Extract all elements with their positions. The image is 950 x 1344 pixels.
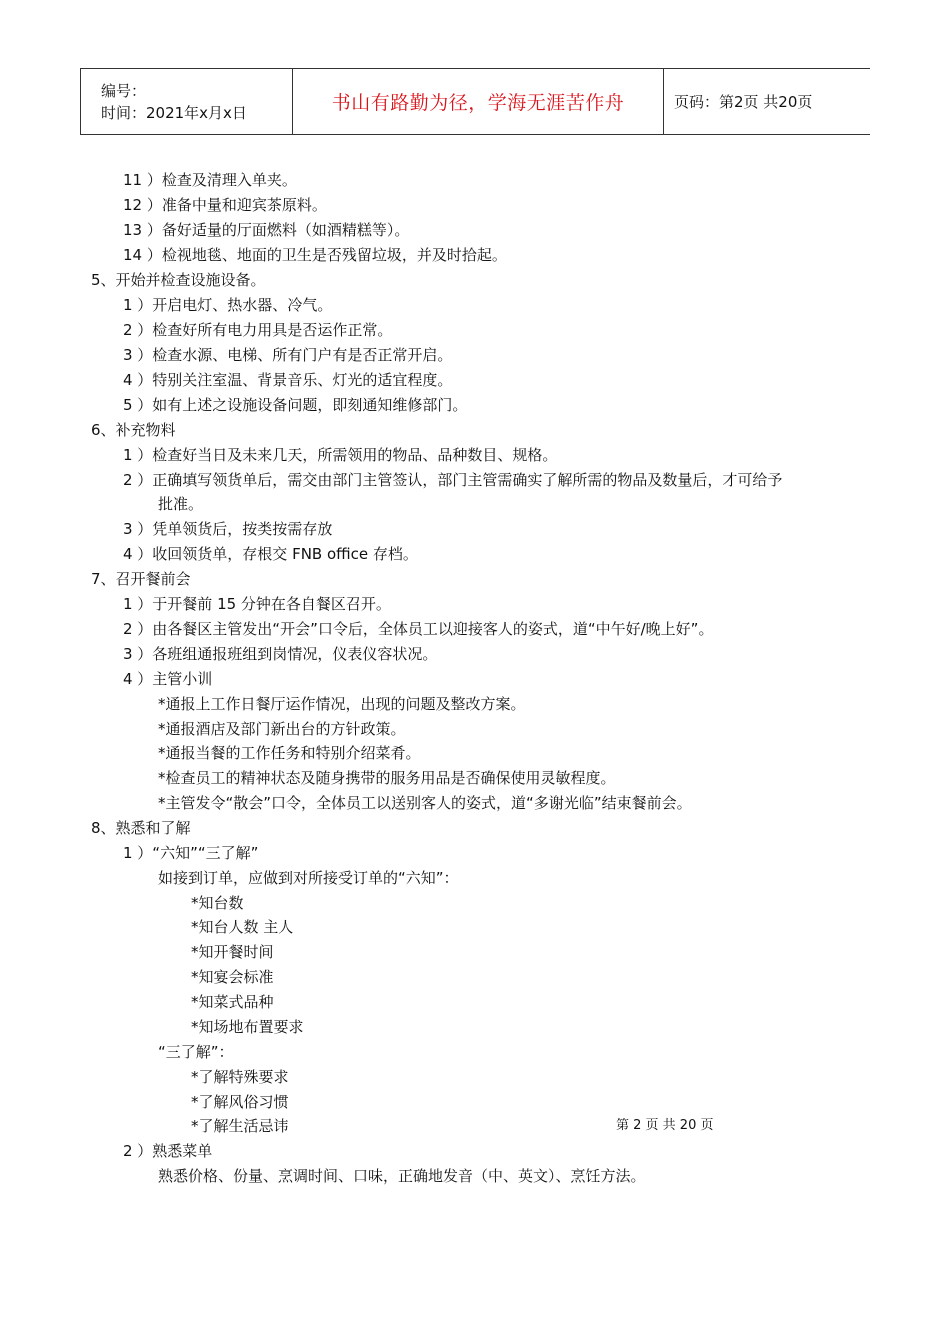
section-heading: 8、熟悉和了解 (91, 819, 191, 837)
list-item: 3 ）各班组通报班组到岗情况，仪表仪容状况。 (123, 645, 438, 663)
list-item: 3 ）检查水源、电梯、所有门户有是否正常开启。 (123, 346, 453, 364)
list-item: 4 ）收回领货单，存根交 FNB office 存档。 (123, 545, 418, 563)
bullet-item: *知开餐时间 (191, 943, 274, 961)
date-label: 时间：2021年x月x日 (101, 103, 247, 122)
list-item: 5 ）如有上述之设施设备问题，即刻通知维修部门。 (123, 396, 468, 414)
section-heading: 7、召开餐前会 (91, 570, 191, 588)
page-footer: 第 2 页 共 20 页 (616, 1118, 714, 1133)
section-heading: 5、开始并检查设施设备。 (91, 271, 266, 289)
list-item: 4 ）特别关注室温、背景音乐、灯光的适宜程度。 (123, 371, 453, 389)
bullet-item: *检查员工的精神状态及随身携带的服务用品是否确保使用灵敏程度。 (158, 769, 616, 787)
list-item: 12 ）准备中量和迎宾茶原料。 (123, 196, 327, 214)
list-item: 1 ）检查好当日及未来几天，所需领用的物品、品种数目、规格。 (123, 446, 558, 464)
list-item: 2 ）正确填写领货单后，需交由部门主管签认，部门主管需确实了解所需的物品及数量后，才可给予 (123, 471, 783, 489)
list-item: 2 ）由各餐区主管发出“开会”口令后，全体员工以迎接客人的姿式，道“中午好/晚上好”。 (123, 620, 714, 638)
bullet-item: *了解风俗习惯 (191, 1093, 289, 1111)
header-table (80, 68, 870, 135)
header-left-cell (81, 69, 293, 135)
bullet-item: *知场地布置要求 (191, 1018, 304, 1036)
list-item: 1 ）于开餐前 15 分钟在各自餐区召开。 (123, 595, 391, 613)
paragraph: “三了解”： (158, 1043, 234, 1061)
motto: 书山有路勤为径，学海无涯苦作舟 (293, 69, 664, 135)
list-item: 4 ）主管小训 (123, 670, 213, 688)
list-item: 1 ）“六知”“三了解” (123, 844, 259, 862)
list-item: 13 ）备好适量的厅面燃料（如酒精糕等）。 (123, 221, 410, 239)
list-item: 2 ）熟悉菜单 (123, 1142, 213, 1160)
bullet-item: *了解特殊要求 (191, 1068, 289, 1086)
bullet-item: *通报上工作日餐厅运作情况，出现的问题及整改方案。 (158, 695, 526, 713)
paragraph: 熟悉价格、份量、烹调时间、口味，正确地发音（中、英文）、烹饪方法。 (158, 1167, 646, 1185)
bullet-item: *主管发令“散会”口令，全体员工以送别客人的姿式，道“多谢光临”结束餐前会。 (158, 794, 692, 812)
bullet-item: *了解生活忌讳 (191, 1117, 289, 1135)
serial-label: 编号： (101, 81, 147, 100)
list-item: 3 ）凭单领货后，按类按需存放 (123, 520, 333, 538)
section-heading: 6、补充物料 (91, 421, 176, 439)
bullet-item: *知菜式品种 (191, 993, 274, 1011)
list-item-continuation: 批准。 (158, 495, 204, 513)
paragraph: 如接到订单，应做到对所接受订单的“六知”： (158, 869, 459, 887)
bullet-item: *通报酒店及部门新出台的方针政策。 (158, 720, 406, 738)
list-item: 2 ）检查好所有电力用具是否运作正常。 (123, 321, 393, 339)
list-item: 11 ）检查及清理入单夹。 (123, 171, 297, 189)
bullet-item: *知宴会标准 (191, 968, 274, 986)
bullet-item: *通报当餐的工作任务和特别介绍菜肴。 (158, 744, 421, 762)
list-item: 14 ）检视地毯、地面的卫生是否残留垃圾，并及时拾起。 (123, 246, 507, 264)
page-label: 页码：第2页 共20页 (664, 69, 871, 135)
bullet-item: *知台人数 主人 (191, 918, 294, 936)
list-item: 1 ）开启电灯、热水器、冷气。 (123, 296, 333, 314)
bullet-item: *知台数 (191, 894, 244, 912)
